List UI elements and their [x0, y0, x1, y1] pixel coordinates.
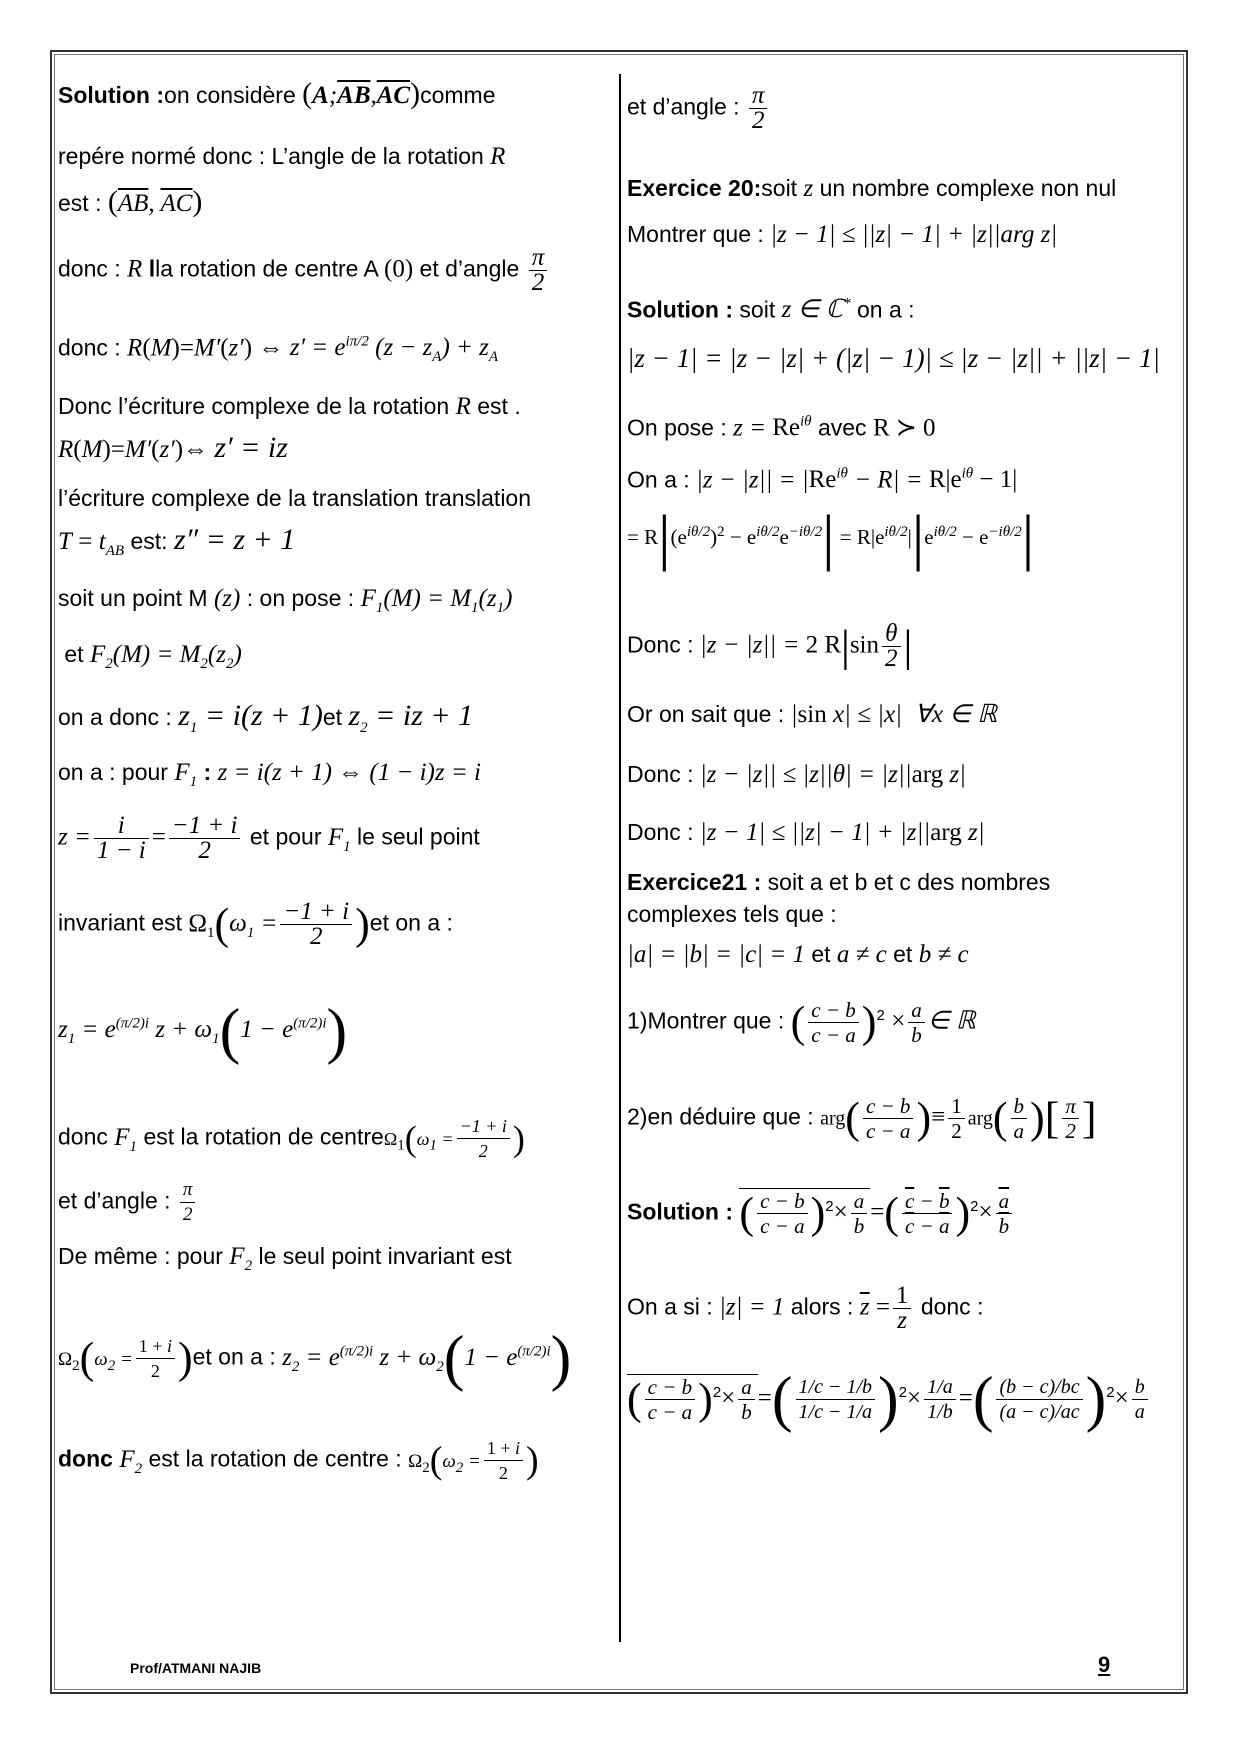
text: le seul point [357, 823, 480, 850]
text: alors : [790, 1293, 854, 1320]
text: repére normé donc : L’angle de la rotation [58, 143, 484, 169]
text: est: [130, 528, 168, 554]
left-line-4: donc : R lla rotation de centre A (0) et d’angle $\frac{\pi}{2}$ [58, 246, 550, 295]
text: est la rotation de centre : [148, 1445, 402, 1472]
text: Donc : [627, 631, 694, 658]
text: est . [477, 393, 521, 419]
text: Donc : [627, 761, 694, 787]
text: et [811, 941, 831, 967]
text: donc [58, 1445, 113, 1472]
left-line-1: Solution :on considère $(A;\overline{AB},\overline{AC})comme$ [58, 77, 496, 110]
left-line-6: Donc l’écriture complexe de la rotation R est . [58, 393, 521, 420]
text: On pose : [627, 414, 727, 441]
text: 1)Montrer que : [627, 1007, 785, 1034]
text: invariant est [58, 909, 183, 936]
left-line-12: on a donc : $z_1 = i(z + 1)et$ $z_2$ = iz + 1 [58, 699, 474, 736]
text: est : [58, 190, 102, 216]
text: on a donc : [58, 704, 172, 730]
left-line-19: De même : pour $F_2$ le seul point invariant est [58, 1243, 512, 1274]
right-line-8: = $R|(e^{i\theta/2})^2 - e^{i\theta/2}e^{-i\theta/2}| = R|e^{i\theta/2}||e^{i\theta/2} - e^{-i\theta/2}|$ [627, 503, 1035, 572]
text: le seul point invariant est [258, 1243, 512, 1269]
right-line-4: Solution : soit z ∈ ℂ* on a : [627, 296, 915, 324]
text: Solution : [627, 296, 734, 323]
text: soit un point M [58, 585, 208, 611]
text: De même : pour [58, 1243, 223, 1269]
right-line-16: 1)Montrer que : ( $\frac{c - b}{c - a}$ )$^2$ × $\frac{a}{b}$ ∈ ℝ [627, 997, 976, 1047]
left-line-20: $\Omega_2(\omega_2$ = $\frac{1 + i}{2}$ )et on a : $z_2 = e^{(\pi/2)i}$ $z + \omega_2(1 - e^{(\pi/2)i})$ [58, 1324, 572, 1393]
text: donc : [920, 1293, 984, 1320]
text: Or on sait que : [627, 701, 785, 727]
text: et on a : [192, 1343, 276, 1370]
right-line-14 [627, 900, 837, 928]
text: soit [761, 175, 798, 201]
text: est la rotation de centre [143, 1123, 384, 1150]
text: donc : [58, 255, 121, 282]
text: soit [739, 296, 776, 323]
left-line-9: $T = t_{AB}$ est: z″ = z + 1 [58, 523, 296, 559]
text: et d’angle : [58, 1187, 171, 1214]
text: un nombre complexe non nul [819, 175, 1117, 201]
left-line-14: z = $\frac{i}{1 - i}$ = $\frac{-1 + i}{2}$ et pour $F_1$ le seul point [58, 812, 480, 864]
right-line-13 [627, 868, 1050, 896]
text: donc [58, 1123, 108, 1150]
text: et pour [249, 823, 322, 850]
text: et on a : [369, 909, 453, 936]
right-line-5: |z − 1| = |z − |z| + (|z| − 1)| ≤ |z − |z|| + ||z| − 1| [627, 343, 1160, 373]
solution-label: Solution : [58, 82, 165, 108]
page-number: 9 [1098, 1652, 1111, 1677]
right-line-11: Donc : |z − |z|| ≤ |z||θ| = |z||arg z| [627, 761, 966, 788]
text: On a : [627, 466, 690, 493]
text: on considère [164, 82, 296, 108]
column-divider [619, 74, 621, 1642]
text: et [893, 941, 913, 967]
right-line-17: 2)en déduire que : arg( $\frac{c - b}{c - a}$ )≡ $\frac{1}{2}$ arg( $\frac{b}{a}$ )[ $\frac{\pi}{2}$ ] [627, 1093, 1097, 1143]
left-line-3: est : ($\overline{AB}$, $\overline{AC}$) [58, 185, 203, 218]
text: Donc l’écriture complexe de la rotation [58, 393, 450, 419]
text: et d’angle [419, 255, 520, 282]
right-line-10: Or on sait que : |sin x| ≤ |x| ∀x ∈ ℝ [627, 701, 998, 728]
left-line-21: donc $F_2$ est la rotation de centre : $\Omega_2(\omega_2$ = $\frac{1 + i}{2}$ ) [58, 1438, 539, 1483]
text: et [64, 641, 84, 667]
text: on a : [856, 296, 915, 323]
left-line-13: on a : pour $F_1$ : z = i(z + 1) ⇔ (1 − i)z = i [58, 759, 481, 790]
text: 2)en déduire que : [627, 1103, 814, 1130]
text: et [322, 704, 343, 730]
text: comme [420, 82, 496, 108]
left-line-15: invariant est $\Omega_1(\omega_1$ = $\frac{-1 + i}{2}$ )et on a : [58, 898, 453, 950]
left-line-8 [58, 484, 531, 512]
text: avec [817, 414, 867, 441]
right-line-12: Donc : |z − 1| ≤ ||z| − 1| + |z||arg z| [627, 819, 985, 846]
right-line-9: Donc : |z − |z|| = 2 R|sin $\frac{\theta}{2}$ | [627, 620, 913, 672]
text: Exercice 20: [627, 175, 762, 201]
right-line-20: ( $\frac{c - b}{c - a}$ )$^2$× $\frac{a}{b}$ =( $\frac{1/c - 1/b}{1/c - 1/a}$ )$^2$× $\frac{1/a}{1/b}$ =( $\frac{(b - c)/bc}{(a - c)/ac}$ )$^2$× $\frac{b}{a}$ [627, 1374, 1151, 1424]
text: donc : [58, 334, 121, 361]
left-line-5: donc : R(M)=M′(z′) ⇔ $z' = e^{i\pi/2}$ $(z - z_A) + z_A$ [58, 334, 499, 366]
footer-author: Prof/ATMANI NAJIB [130, 1660, 262, 1676]
left-line-16: $z_1 = e^{(\pi/2)i}$ $z + \omega_1(1 - e^{(\pi/2)i})$ [58, 997, 348, 1066]
text: On a si : [627, 1293, 713, 1320]
text: soit a et b et c des nombres [767, 869, 1051, 895]
text: Exercice21 : [627, 869, 762, 895]
text: on a : pour [58, 759, 168, 785]
right-line-15: |a| = |b| = |c| = 1 et a ≠ c et b ≠ c [627, 941, 969, 968]
text: Solution : [627, 1198, 734, 1225]
right-line-18: Solution : ( $\frac{c - b}{c - a}$ )$^2$× $\frac{a}{b}$ =( $\frac{\overline{c} - \overline{b}}{\overline{c} - \overline{a}}$ )$^2$× $\frac{\overline{a}}{b}$ [627, 1188, 1015, 1238]
text: complexes tels que : [627, 901, 837, 927]
right-line-2: Exercice 20:soit z un nombre complexe non nul [627, 175, 1117, 202]
text: l’écriture complexe de la translation translation [58, 485, 532, 511]
right-line-1: et d’angle : $\frac{\pi}{2}$ [627, 84, 770, 133]
text: la rotation de centre A [155, 255, 378, 282]
text: Donc : [627, 819, 694, 845]
left-line-17: donc $F_1$ est la rotation de $centre\Omega_1(\omega_1$ = $\frac{-1 + i}{2}$ ) [58, 1116, 525, 1161]
left-line-18: et d’angle : $\frac{\pi}{2}$ [58, 1178, 198, 1227]
right-line-7: On a : $|z - |z|| = |Re^{i\theta} - R| = R|e^{i\theta} - 1|$ [627, 466, 1018, 494]
text: et d’angle : [627, 93, 740, 120]
left-line-10: soit un point M (z) : on pose : $F_1(M) = M_1(z_1)$ [58, 585, 513, 616]
right-line-3: Montrer que : |z − 1| ≤ ||z| − 1| + |z||arg z| [627, 221, 1058, 248]
left-line-2: repére normé donc : L’angle de la rotation R [58, 143, 506, 170]
right-line-6: On pose : $z = Re^{i\theta}$ avec R ≻ 0 [627, 414, 936, 442]
text: : on pose : [246, 585, 355, 611]
left-line-11: et $F_2(M) = M_2(z_2)$ [64, 641, 242, 672]
left-line-7: R(M)=M′(z′)⇔ z′ = iz [58, 431, 288, 464]
right-line-19: On a si : |z| = 1 alors : $\overline{z}$ = $\frac{1}{z}$ donc : [627, 1282, 984, 1334]
text: Montrer que : [627, 221, 764, 247]
